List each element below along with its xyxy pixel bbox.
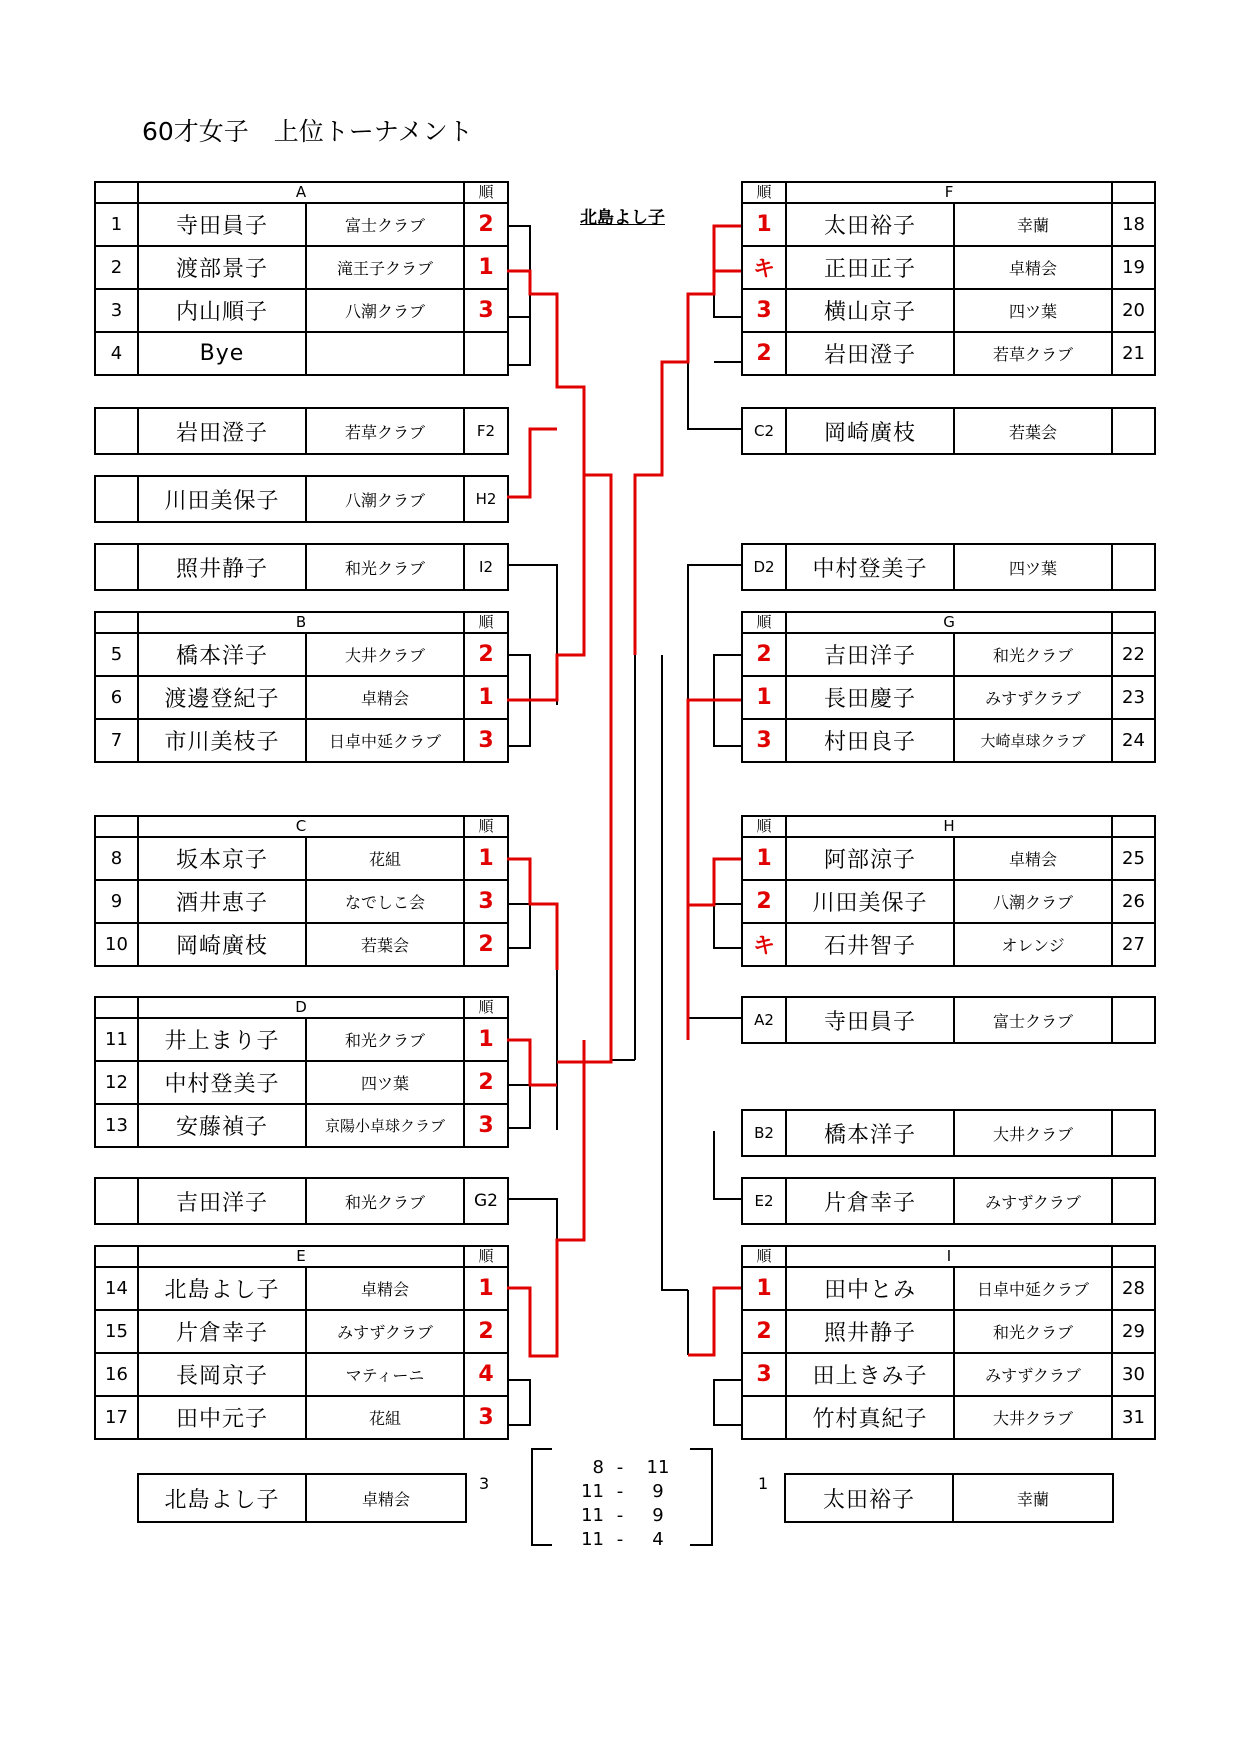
final-brace-left [532, 1449, 552, 1545]
winner-line [507, 271, 584, 475]
group-rank: 2 [464, 633, 508, 676]
bracket-line [714, 1380, 741, 1425]
club-name: 四ツ葉 [954, 289, 1112, 332]
set-score-separator: - [616, 1457, 624, 1478]
set-score-right: 11 [646, 1457, 670, 1478]
entry-number: 30 [1112, 1353, 1155, 1396]
seed-code: E2 [742, 1178, 786, 1224]
player-name: 内山順子 [138, 289, 306, 332]
entry-number: 22 [1112, 633, 1155, 676]
winner-line [507, 1040, 557, 1085]
entry-number: 28 [1112, 1267, 1155, 1310]
club-name: 和光クラブ [306, 544, 464, 590]
player-name: 橋本洋子 [138, 633, 306, 676]
entry-number: 5 [95, 633, 138, 676]
rank-header: 順 [464, 816, 508, 837]
winner-line [507, 790, 611, 1356]
group-rank: 2 [464, 923, 508, 966]
winner-line [507, 475, 611, 790]
winner-line [688, 859, 741, 905]
group-rank: 1 [464, 837, 508, 880]
player-name: 太田裕子 [786, 203, 954, 246]
club-name: オレンジ [954, 923, 1112, 966]
club-name: 富士クラブ [954, 997, 1112, 1043]
player-name: 阿部涼子 [786, 837, 954, 880]
player-name: 片倉幸子 [786, 1178, 954, 1224]
group-rank: 1 [742, 203, 786, 246]
player-name: 中村登美子 [786, 544, 954, 590]
group-rank: 2 [742, 1310, 786, 1353]
club-name: 八潮クラブ [306, 289, 464, 332]
club-name: 卓精会 [954, 246, 1112, 289]
set-score-left: 11 [581, 1529, 604, 1550]
entry-number: 18 [1112, 203, 1155, 246]
entry-number: 16 [95, 1353, 138, 1396]
entry-number: 7 [95, 719, 138, 762]
set-score-right: 9 [652, 1505, 664, 1526]
set-score-separator: - [616, 1481, 624, 1502]
club-name: 卓精会 [306, 1267, 464, 1310]
club-name: 八潮クラブ [954, 880, 1112, 923]
player-name: 太田裕子 [785, 1474, 953, 1522]
seed-code: C2 [742, 408, 786, 454]
champion-name: 北島よし子 [580, 208, 665, 228]
set-score-separator: - [616, 1505, 624, 1526]
club-name: 京陽小卓球クラブ [306, 1104, 464, 1147]
group-label: E [138, 1246, 464, 1267]
club-name: 若葉会 [954, 408, 1112, 454]
player-name: 石井智子 [786, 923, 954, 966]
entry-number: 23 [1112, 676, 1155, 719]
rank-header: 順 [464, 997, 508, 1018]
entry-number: 3 [95, 289, 138, 332]
club-name: 四ツ葉 [306, 1061, 464, 1104]
player-name: 田中とみ [786, 1267, 954, 1310]
group-rank: 1 [742, 837, 786, 880]
group-rank: 3 [464, 289, 508, 332]
group-label: B [138, 612, 464, 633]
club-name: みすずクラブ [954, 1353, 1112, 1396]
seed-code: F2 [464, 408, 508, 454]
entry-number: 21 [1112, 332, 1155, 375]
entry-number: 27 [1112, 923, 1155, 966]
player-name: 正田正子 [786, 246, 954, 289]
group-rank: 3 [464, 1104, 508, 1147]
group-label: A [138, 182, 464, 203]
player-name: 渡邊登紀子 [138, 676, 306, 719]
set-score-right: 9 [652, 1481, 664, 1502]
rank-header: 順 [464, 182, 508, 203]
entry-number: 15 [95, 1310, 138, 1353]
player-name: 北島よし子 [138, 1267, 306, 1310]
bracket-line [507, 1380, 530, 1425]
player-name: 寺田員子 [786, 997, 954, 1043]
group-label: H [786, 816, 1112, 837]
group-label: I [786, 1246, 1112, 1267]
entry-number: 10 [95, 923, 138, 966]
player-name: 吉田洋子 [786, 633, 954, 676]
club-name: 日卓中延クラブ [306, 719, 464, 762]
group-rank: 3 [464, 1396, 508, 1439]
club-name: 和光クラブ [306, 1178, 464, 1224]
entry-number: 20 [1112, 289, 1155, 332]
group-rank: 2 [742, 633, 786, 676]
club-name: 和光クラブ [954, 633, 1112, 676]
player-name: 片倉幸子 [138, 1310, 306, 1353]
group-rank: 1 [464, 676, 508, 719]
club-name: 若葉会 [306, 923, 464, 966]
group-rank: 2 [464, 203, 508, 246]
rank-header: 順 [742, 816, 786, 837]
final-right-games: 1 [758, 1474, 769, 1493]
player-name: 田上きみ子 [786, 1353, 954, 1396]
set-score-left: 11 [581, 1481, 604, 1502]
group-rank: 1 [464, 1018, 508, 1061]
winner-line [507, 859, 557, 970]
player-name: 岩田澄子 [786, 332, 954, 375]
winner-line [688, 1288, 741, 1355]
group-rank: 3 [464, 719, 508, 762]
entry-number: 12 [95, 1061, 138, 1104]
player-name: 寺田員子 [138, 203, 306, 246]
group-rank: 3 [742, 719, 786, 762]
group-label: G [786, 612, 1112, 633]
entry-number: 29 [1112, 1310, 1155, 1353]
bracket-line [507, 1085, 530, 1128]
player-name: 北島よし子 [138, 1474, 306, 1522]
rank-header: 順 [742, 182, 786, 203]
player-name: Bye [138, 332, 306, 375]
player-name: 長岡京子 [138, 1353, 306, 1396]
club-name: 和光クラブ [954, 1310, 1112, 1353]
club-name: 若草クラブ [954, 332, 1112, 375]
club-name: 日卓中延クラブ [954, 1267, 1112, 1310]
player-name: 岡崎廣枝 [138, 923, 306, 966]
player-name: 川田美保子 [786, 880, 954, 923]
club-name: 大井クラブ [954, 1396, 1112, 1439]
club-name: みすずクラブ [306, 1310, 464, 1353]
group-rank: 1 [464, 1267, 508, 1310]
final-left-games: 3 [479, 1474, 490, 1493]
group-rank: 2 [742, 880, 786, 923]
club-name: 卓精会 [306, 676, 464, 719]
club-name: 花組 [306, 837, 464, 880]
group-rank: 3 [464, 880, 508, 923]
entry-number: 2 [95, 246, 138, 289]
player-name: 長田慶子 [786, 676, 954, 719]
club-name: 幸蘭 [954, 203, 1112, 246]
entry-number: 4 [95, 332, 138, 375]
bracket-line [507, 226, 530, 365]
group-rank: 3 [742, 1353, 786, 1396]
group-rank: 2 [464, 1061, 508, 1104]
player-name: 中村登美子 [138, 1061, 306, 1104]
club-name: 大井クラブ [306, 633, 464, 676]
player-name: 竹村真紀子 [786, 1396, 954, 1439]
club-name: 卓精会 [306, 1474, 466, 1522]
seed-code: I2 [464, 544, 508, 590]
club-name: なでしこ会 [306, 880, 464, 923]
entry-number: 11 [95, 1018, 138, 1061]
player-name: 岡崎廣枝 [786, 408, 954, 454]
bracket-black-lines [507, 226, 741, 1545]
player-name: 岩田澄子 [138, 408, 306, 454]
club-name: 大崎卓球クラブ [954, 719, 1112, 762]
entry-number: 1 [95, 203, 138, 246]
set-score-right: 4 [652, 1529, 664, 1550]
bracket-line [714, 1131, 741, 1199]
club-name: 若草クラブ [306, 408, 464, 454]
seed-code: B2 [742, 1110, 786, 1156]
rank-header: 順 [742, 1246, 786, 1267]
group-rank: 2 [464, 1310, 508, 1353]
bracket-line [507, 1199, 557, 1240]
club-name: 卓精会 [954, 837, 1112, 880]
group-rank: 4 [464, 1353, 508, 1396]
player-name: 照井静子 [786, 1310, 954, 1353]
group-label: F [786, 182, 1112, 203]
bracket-line [714, 904, 741, 948]
entry-number: 31 [1112, 1396, 1155, 1439]
player-name: 酒井恵子 [138, 880, 306, 923]
page-title: 60才女子 上位トーナメント [142, 117, 473, 146]
entry-number: 17 [95, 1396, 138, 1439]
club-name: 和光クラブ [306, 1018, 464, 1061]
club-name: みすずクラブ [954, 1178, 1112, 1224]
group-rank: 1 [742, 676, 786, 719]
entry-number: 25 [1112, 837, 1155, 880]
entry-number: 14 [95, 1267, 138, 1310]
player-name: 安藤禎子 [138, 1104, 306, 1147]
club-name: 大井クラブ [954, 1110, 1112, 1156]
bracket-line [714, 271, 741, 317]
entry-number: 26 [1112, 880, 1155, 923]
set-score-left: 11 [581, 1505, 604, 1526]
club-name: マティーニ [306, 1353, 464, 1396]
club-name: みすずクラブ [954, 676, 1112, 719]
group-rank: 1 [742, 1267, 786, 1310]
entry-number: 24 [1112, 719, 1155, 762]
entry-number: 6 [95, 676, 138, 719]
rank-header: 順 [464, 612, 508, 633]
group-rank: 2 [742, 332, 786, 375]
club-name: 滝王子クラブ [306, 246, 464, 289]
player-name: 坂本京子 [138, 837, 306, 880]
group-rank: キ [742, 923, 786, 966]
player-name: 渡部景子 [138, 246, 306, 289]
rank-header: 順 [464, 1246, 508, 1267]
group-label: D [138, 997, 464, 1018]
entry-number: 13 [95, 1104, 138, 1147]
seed-code: D2 [742, 544, 786, 590]
entry-number: 8 [95, 837, 138, 880]
winner-line [507, 429, 557, 497]
club-name: 富士クラブ [306, 203, 464, 246]
player-name: 吉田洋子 [138, 1178, 306, 1224]
player-name: 村田良子 [786, 719, 954, 762]
group-label: C [138, 816, 464, 837]
group-rank: キ [742, 246, 786, 289]
seed-code: H2 [464, 476, 508, 522]
seed-code: A2 [742, 997, 786, 1043]
set-score-left: 8 [592, 1457, 604, 1478]
player-name: 照井静子 [138, 544, 306, 590]
set-score-separator: - [616, 1529, 624, 1550]
rank-header: 順 [742, 612, 786, 633]
player-name: 井上まり子 [138, 1018, 306, 1061]
group-rank: 3 [742, 289, 786, 332]
bracket-line [662, 655, 688, 1290]
winner-line [557, 1040, 584, 1062]
entry-number: 19 [1112, 246, 1155, 289]
club-name: 四ツ葉 [954, 544, 1112, 590]
bracket-line [507, 565, 557, 705]
player-name: 市川美枝子 [138, 719, 306, 762]
club-name: 幸蘭 [953, 1474, 1113, 1522]
player-name: 川田美保子 [138, 476, 306, 522]
player-name: 横山京子 [786, 289, 954, 332]
player-name: 田中元子 [138, 1396, 306, 1439]
entry-number: 9 [95, 880, 138, 923]
player-name: 橋本洋子 [786, 1110, 954, 1156]
group-rank: 1 [464, 246, 508, 289]
seed-code: G2 [464, 1178, 508, 1224]
club-name: 花組 [306, 1396, 464, 1439]
final-brace-right [690, 1449, 712, 1545]
bracket-winner-path [507, 226, 741, 1356]
club-name: 八潮クラブ [306, 476, 464, 522]
